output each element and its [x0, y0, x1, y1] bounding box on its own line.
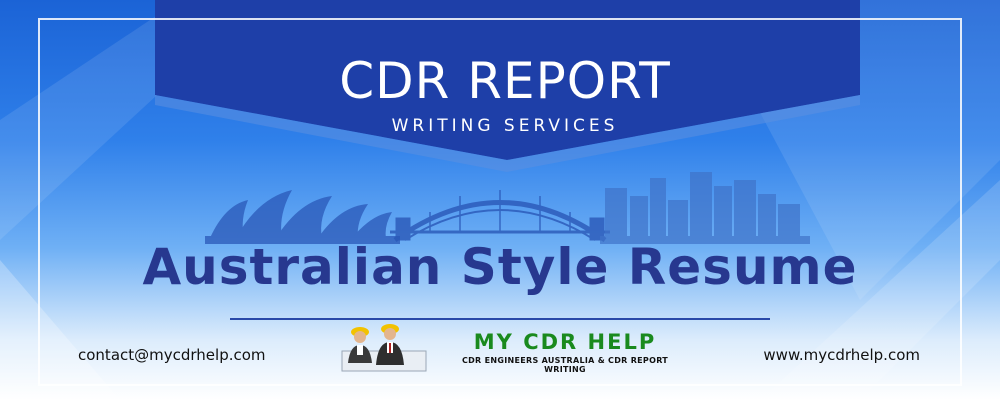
headline: Australian Style Resume	[142, 238, 858, 296]
brand-name: MY CDR HELP	[473, 330, 657, 354]
brand-tagline: CDR ENGINEERS AUSTRALIA & CDR REPORT WRITING	[461, 356, 669, 374]
contact-email[interactable]: contact@mycdrhelp.com	[78, 346, 266, 364]
banner-subtitle: WRITING SERVICES	[391, 116, 619, 136]
website-link[interactable]: www.mycdrhelp.com	[763, 346, 920, 364]
divider	[230, 318, 770, 320]
banner-title: CDR REPORT	[339, 52, 671, 110]
